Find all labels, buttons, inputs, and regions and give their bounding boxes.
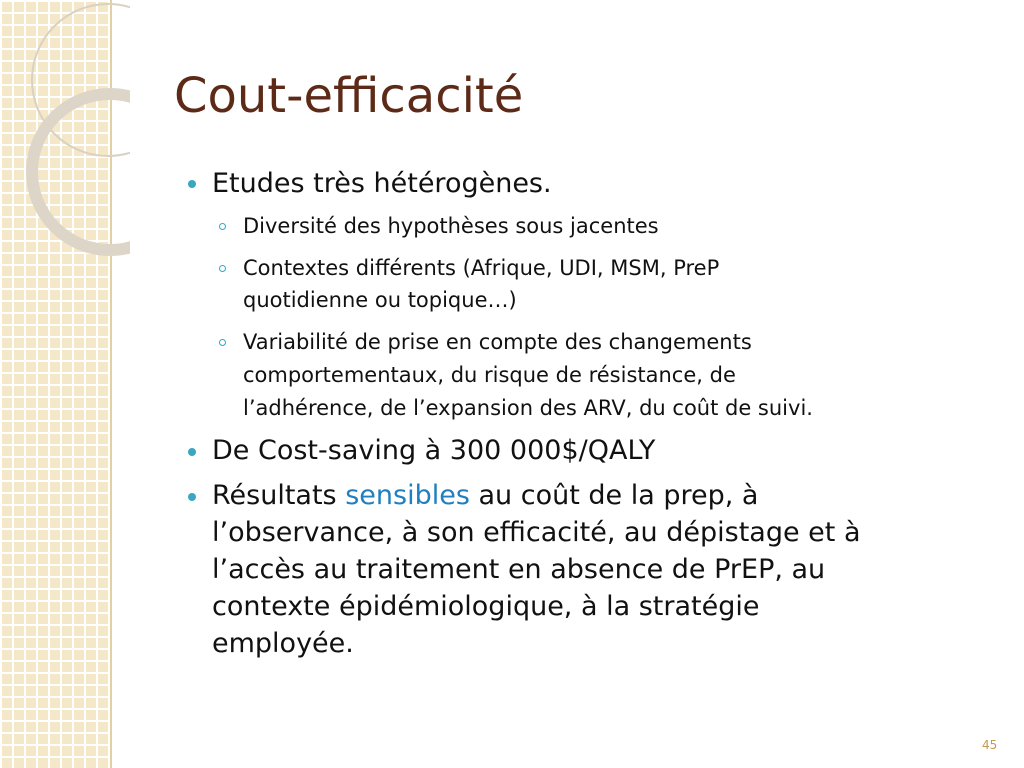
sub-bullet-marker (219, 339, 226, 346)
bullet-1-text: Etudes très hétérogènes. (212, 168, 552, 199)
bullet-2-text: De Cost-saving à 300 000$/QALY (212, 435, 656, 466)
sub-bullet-marker (219, 223, 226, 230)
bullet-3-line-3: l’accès au traitement en absence de PrEP, au (212, 554, 826, 585)
sub-bullet-2-line-1: Contextes différents (Afrique, UDI, MSM, PreP (243, 256, 720, 280)
sub-bullet-3-line-3: l’adhérence, de l’expansion des ARV, du coût de suivi. (243, 396, 813, 420)
sub-bullet-2-line-2: quotidienne ou topique…) (243, 288, 517, 312)
sub-bullet-1-line-1: Diversité des hypothèses sous jacentes (243, 214, 659, 238)
bullet-marker (188, 180, 196, 188)
bullet-marker (188, 448, 196, 456)
bullet-3-line-4: contexte épidémiologique, à la stratégie (212, 591, 760, 622)
sub-bullet-3-line-1: Variabilité de prise en compte des changements (243, 330, 752, 354)
slide-number: 45 (982, 738, 998, 752)
bullet-3-text-after: au coût de la prep, à (469, 480, 759, 511)
decorative-rings (0, 0, 130, 260)
slide-title: Cout-efficacité (174, 68, 524, 124)
bullet-3-line-5: employée. (212, 628, 354, 659)
bullet-3-line-2: l’observance, à son efficacité, au dépistage et à (212, 517, 861, 548)
highlighted-term: sensibles (345, 480, 470, 511)
bullet-3-text-before: Résultats (212, 480, 346, 511)
bullet-marker (188, 493, 196, 501)
sub-bullet-marker (219, 265, 226, 272)
sub-bullet-3-line-2: comportementaux, du risque de résistance, de (243, 363, 736, 387)
bullet-3-line-1 (212, 479, 758, 513)
